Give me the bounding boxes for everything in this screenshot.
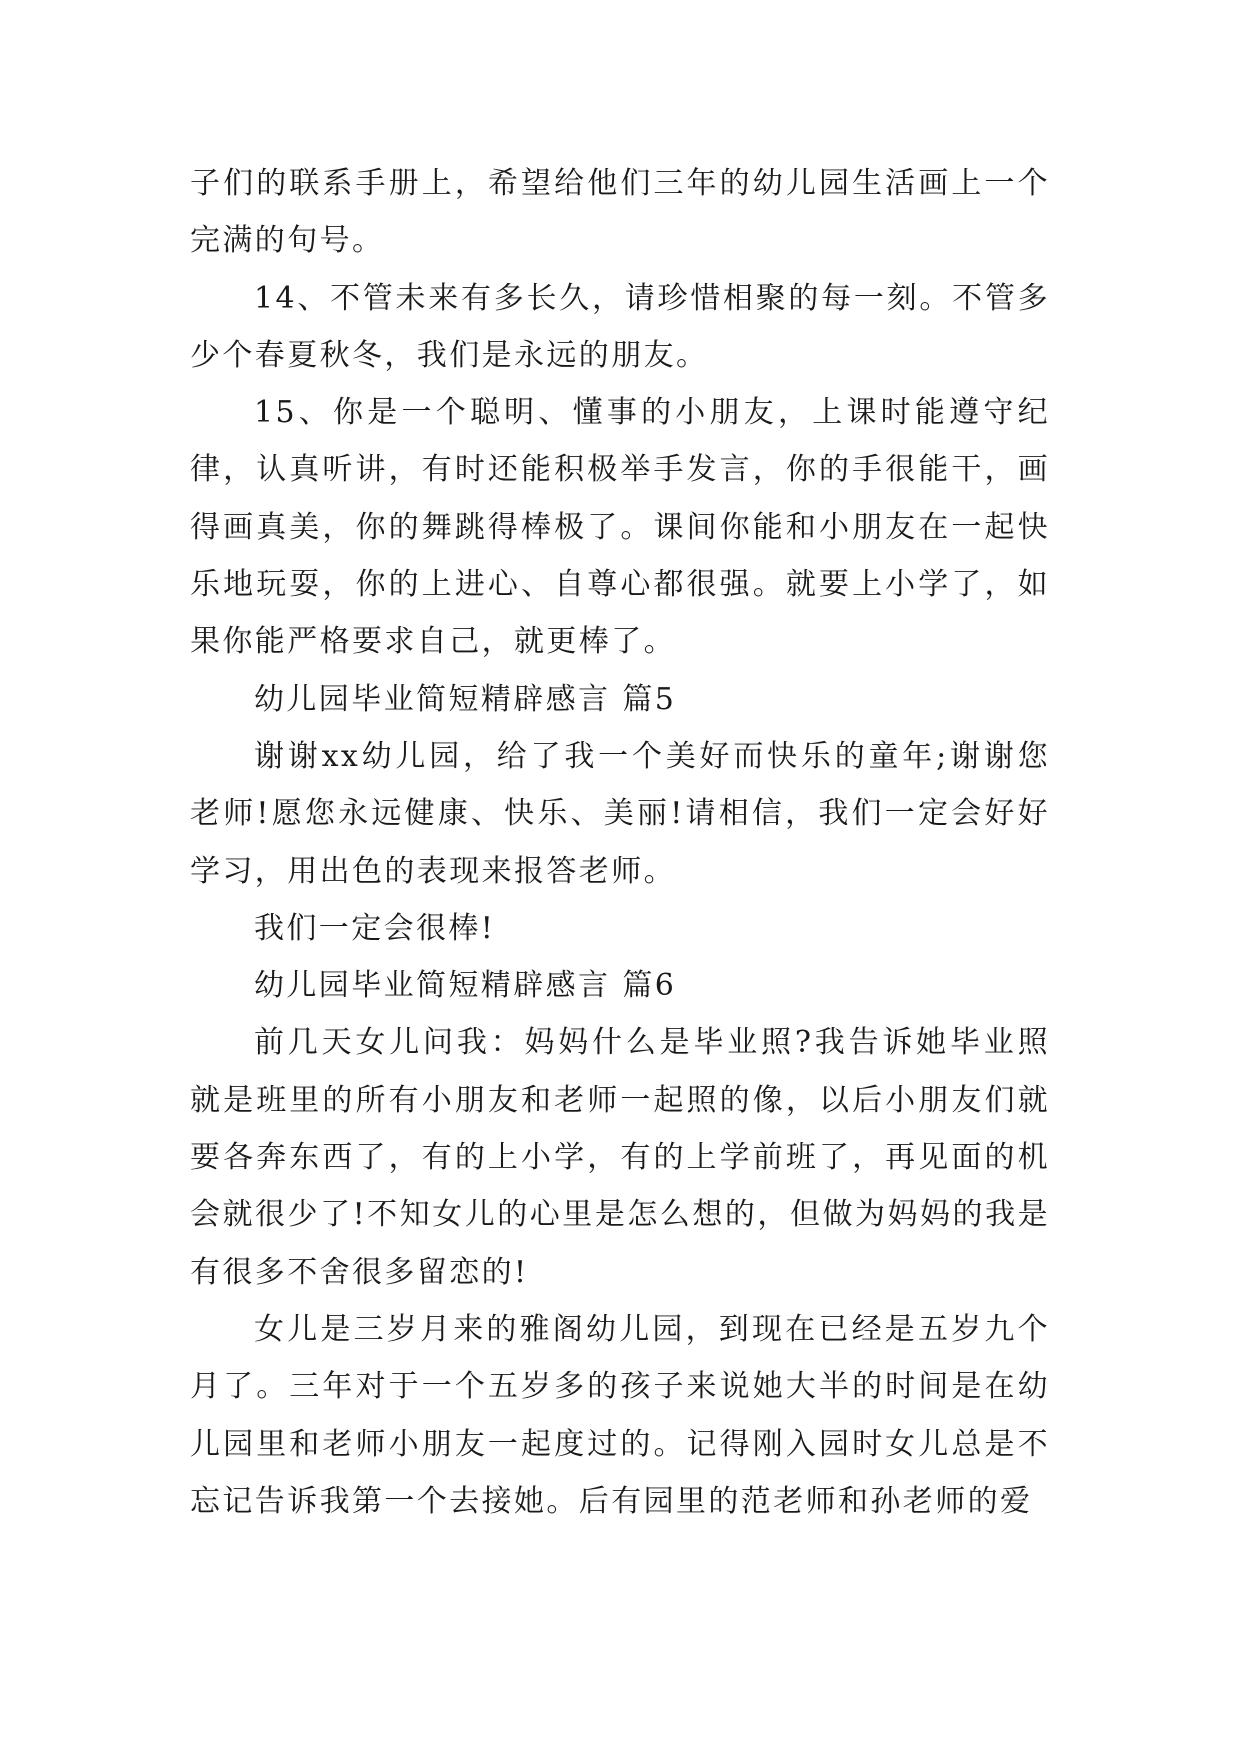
paragraph-graduation-photo: 前几天女儿问我：妈妈什么是毕业照?我告诉她毕业照就是班里的所有小朋友和老师一起照的像，以后小朋友们就要各奔东西了，有的上小学，有的上学前班了，再见面的机会就很少了!不知女儿的心里是怎么想的，但做为妈妈的我是有很多不舍很多留恋的! bbox=[190, 1025, 1050, 1290]
paragraph-promise: 我们一定会很棒! bbox=[254, 910, 496, 946]
section-heading-5: 幼儿园毕业简短精辟感言 篇5 bbox=[254, 681, 677, 717]
section-heading-6: 幼儿园毕业简短精辟感言 篇6 bbox=[254, 968, 677, 1004]
paragraph-continuation: 子们的联系手册上，希望给他们三年的幼儿园生活画上一个完满的句号。 bbox=[190, 166, 1050, 259]
document-body bbox=[190, 155, 1050, 1530]
paragraph-item-14: 14、不管未来有多长久，请珍惜相聚的每一刻。不管多少个春夏秋冬，我们是永远的朋友。 bbox=[190, 280, 1050, 373]
paragraph-daughter: 女儿是三岁月来的雅阁幼儿园，到现在已经是五岁九个月了。三年对于一个五岁多的孩子来说她大半的时间是在幼儿园里和老师小朋友一起度过的。记得刚入园时女儿总是不忘记告诉我第一个去接她。后有园里的范老师和孙老师的爱 bbox=[190, 1311, 1050, 1519]
paragraph-item-15: 15、你是一个聪明、懂事的小朋友，上课时能遵守纪律，认真听讲，有时还能积极举手发言，你的手很能干，画得画真美，你的舞跳得棒极了。课间你能和小朋友在一起快乐地玩耍，你的上进心、自尊心都很强。就要上小学了，如果你能严格要求自己，就更棒了。 bbox=[190, 395, 1050, 660]
paragraph-thanks: 谢谢xx幼儿园，给了我一个美好而快乐的童年;谢谢您老师!愿您永远健康、快乐、美丽!请相信，我们一定会好好学习，用出色的表现来报答老师。 bbox=[190, 738, 1050, 889]
